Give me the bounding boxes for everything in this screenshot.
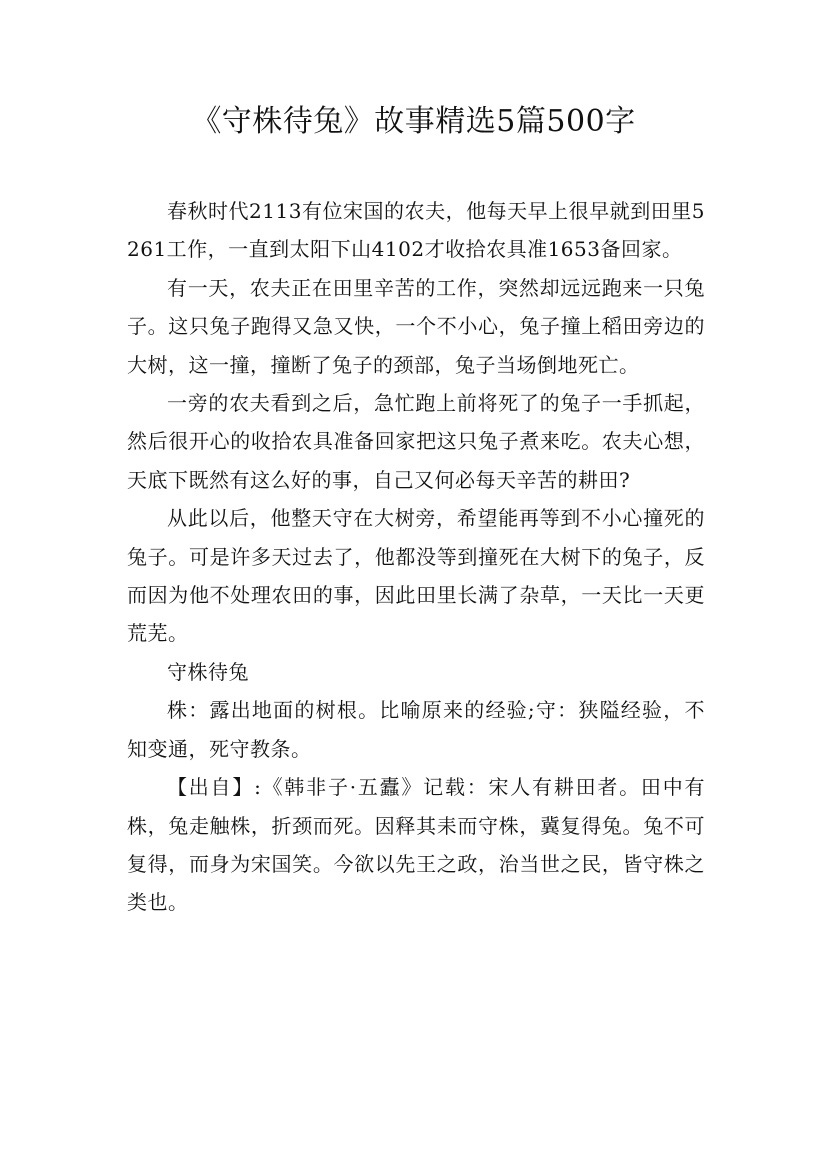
paragraph-rabbit-runs: 有一天，农夫正在田里辛苦的工作，突然却远远跑来一只兔子。这只兔子跑得又急又快，一个不小心，兔子撞上稻田旁边的大树，这一撞，撞断了兔子的颈部，兔子当场倒地死亡。 (127, 275, 705, 377)
paragraph-farmer-picks-up: 一旁的农夫看到之后，急忙跑上前将死了的兔子一手抓起，然后很开心的收拾农具准备回家把这只兔子煮来吃。农夫心想，天底下既然有这么好的事，自己又何必每天辛苦的耕田? (127, 391, 705, 492)
idiom-source: 【出自】:《韩非子·五蠹》记载：宋人有耕田者。田中有株，兔走触株，折颈而死。因释其耒而守株，冀复得兔。兔不可复得，而身为宋国笑。今欲以先王之政，治当世之民，皆守株之类也。 (127, 775, 705, 915)
idiom-definition: 株：露出地面的树根。比喻原来的经验;守：狭隘经验，不知变通，死守教条。 (127, 698, 705, 761)
idiom-heading: 守株待兔 (167, 659, 249, 684)
document-title: 《守株待兔》故事精选5篇500字 (191, 104, 636, 139)
paragraph-farmer-intro: 春秋时代2113有位宋国的农夫，他每天早上很早就到田里5261工作，一直到太阳下山4102才收拾农具准1653备回家。 (127, 199, 705, 262)
paragraph-waiting: 从此以后，他整天守在大树旁，希望能再等到不小心撞死的兔子。可是许多天过去了，他都没等到撞死在大树下的兔子，反而因为他不处理农田的事，因此田里长满了杂草，一天比一天更荒芜。 (127, 506, 705, 646)
document-body (127, 192, 705, 922)
